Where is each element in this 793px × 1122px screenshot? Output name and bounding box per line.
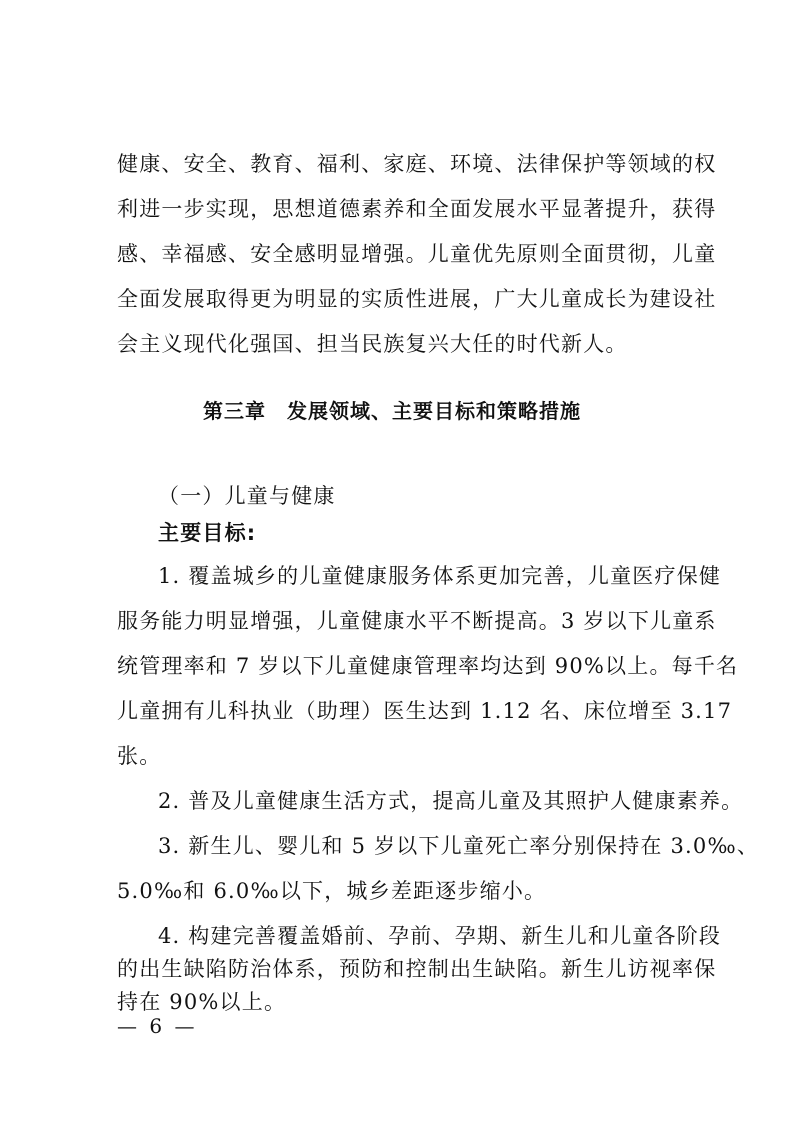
- section-subtitle: 主要目标:: [158, 521, 257, 545]
- item-3-line-1: 3. 新生儿、婴儿和 5 岁以下儿童死亡率分别保持在 3.0‰、: [158, 834, 760, 858]
- item-1-line-1: 1. 覆盖城乡的儿童健康服务体系更加完善，儿童医疗保健: [158, 564, 722, 588]
- chapter-title: 第三章 发展领域、主要目标和策略措施: [203, 399, 581, 423]
- intro-line-3: 感、幸福感、安全感明显增强。儿童优先原则全面贯彻，儿童: [117, 242, 717, 266]
- item-1-line-3: 统管理率和 7 岁以下儿童健康管理率均达到 90%以上。每千名: [117, 654, 739, 678]
- item-4-line-3: 持在 90%以上。: [117, 990, 287, 1014]
- intro-line-1: 健康、安全、教育、福利、家庭、环境、法律保护等领域的权: [117, 152, 717, 176]
- item-4-line-2: 的出生缺陷防治体系，预防和控制出生缺陷。新生儿访视率保: [117, 957, 717, 981]
- item-3-line-2: 5.0‰和 6.0‰以下，城乡差距逐步缩小。: [117, 879, 547, 903]
- item-1-line-2: 服务能力明显增强，儿童健康水平不断提高。3 岁以下儿童系: [117, 609, 717, 633]
- intro-line-5: 会主义现代化强国、担当民族复兴大任的时代新人。: [117, 332, 628, 356]
- item-2-line-1: 2. 普及儿童健康生活方式，提高儿童及其照护人健康素养。: [158, 789, 744, 813]
- item-4-line-1: 4. 构建完善覆盖婚前、孕前、孕期、新生儿和儿童各阶段: [158, 924, 722, 948]
- item-1-line-5: 张。: [117, 744, 162, 768]
- intro-line-2: 利进一步实现，思想道德素养和全面发展水平显著提升，获得: [117, 197, 717, 221]
- item-1-line-4: 儿童拥有儿科执业（助理）医生达到 1.12 名、床位增至 3.17: [117, 699, 733, 723]
- section-title: （一）儿童与健康: [158, 484, 336, 508]
- page-number: — 6 —: [117, 1014, 198, 1038]
- intro-line-4: 全面发展取得更为明显的实质性进展，广大儿童成长为建设社: [117, 287, 717, 311]
